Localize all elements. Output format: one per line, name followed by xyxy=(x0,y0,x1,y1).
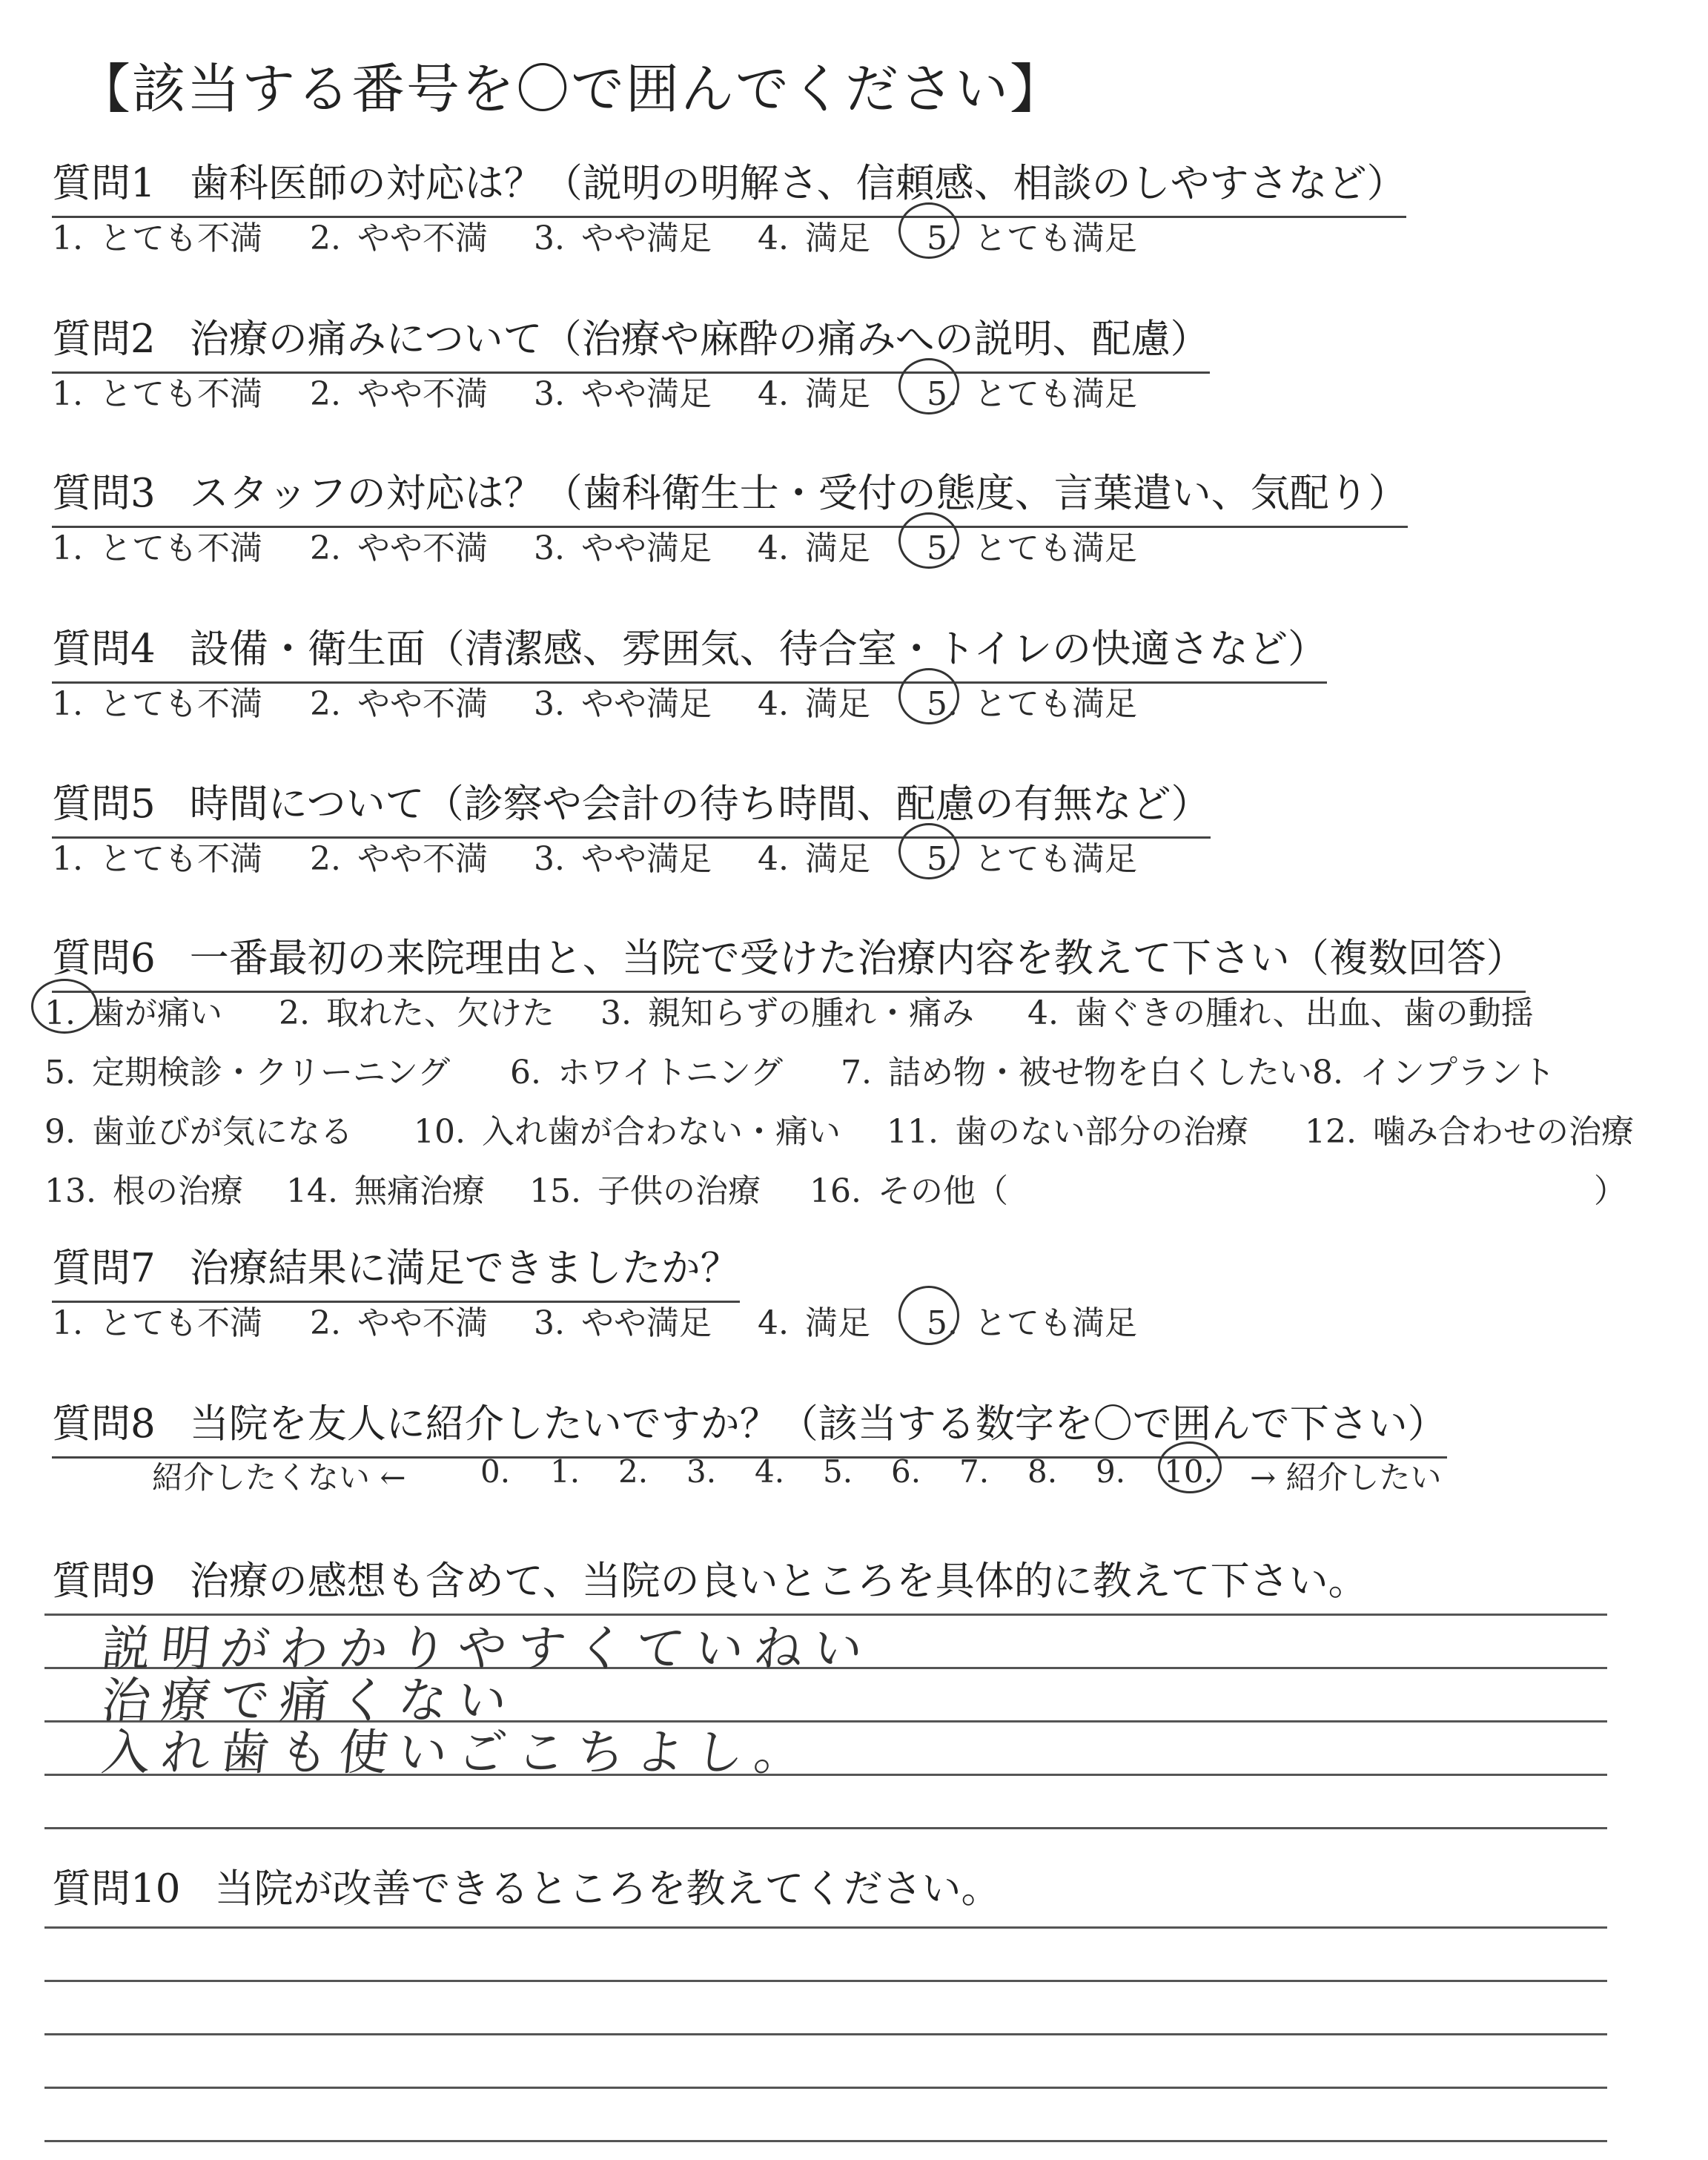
option-number: 1. xyxy=(52,685,83,723)
option-label: その他（ xyxy=(877,1172,1008,1210)
option-2[interactable] xyxy=(310,832,488,879)
q6-option-9[interactable] xyxy=(44,1105,353,1152)
option-label: やや満足 xyxy=(580,1304,712,1342)
answer-line xyxy=(44,2140,1607,2142)
option-label: やや不満 xyxy=(357,219,488,257)
option-3[interactable] xyxy=(534,832,712,879)
question-number: 質問5 xyxy=(52,782,156,827)
option-label: とても満足 xyxy=(973,685,1137,723)
option-1[interactable] xyxy=(52,1296,262,1344)
handwritten-answer-line-2: 治療で痛くない xyxy=(99,1672,520,1729)
option-number: 1. xyxy=(52,375,83,413)
option-3[interactable] xyxy=(534,677,712,724)
question-3-title xyxy=(52,462,1408,528)
option-label: やや満足 xyxy=(580,529,712,567)
option-number: 5. xyxy=(44,1054,76,1091)
other-close-paren: ） xyxy=(1594,1172,1626,1210)
handwritten-answer-line-1: 説明がわかりやすくていねい xyxy=(99,1620,876,1677)
option-label: 満足 xyxy=(804,840,870,878)
answer-line xyxy=(44,1980,1607,1982)
option-4[interactable] xyxy=(758,521,870,569)
scale-1[interactable]: 1. xyxy=(550,1453,580,1490)
option-number: 4. xyxy=(758,840,789,878)
option-label: やや満足 xyxy=(580,219,712,257)
option-number: 15. xyxy=(529,1172,581,1210)
option-label: とても満足 xyxy=(973,219,1137,257)
selection-circle xyxy=(31,979,98,1034)
option-number: 3. xyxy=(600,994,632,1032)
option-4[interactable] xyxy=(758,367,870,415)
question-8-title xyxy=(52,1393,1447,1459)
answer-line xyxy=(44,1827,1607,1829)
option-number: 5. xyxy=(927,529,958,567)
question-text: 設備・衛生面（清潔感、雰囲気、待合室・トイレの快適さなど） xyxy=(189,627,1328,672)
referral-right-label: → 紹介したい xyxy=(1250,1459,1442,1496)
scale-2[interactable]: 2. xyxy=(618,1453,649,1490)
option-number: 3. xyxy=(534,840,565,878)
scale-3[interactable]: 3. xyxy=(686,1453,717,1490)
scale-7[interactable]: 7. xyxy=(959,1453,990,1490)
option-label: とても不満 xyxy=(99,529,262,567)
option-label: とても満足 xyxy=(973,840,1137,878)
selection-circle xyxy=(1158,1441,1222,1493)
option-label: とても満足 xyxy=(973,375,1137,413)
option-number: 3. xyxy=(534,375,565,413)
option-number: 16. xyxy=(810,1172,861,1210)
q6-option-15[interactable] xyxy=(529,1164,761,1212)
q6-option-13[interactable] xyxy=(44,1164,243,1212)
page-title: 【該当する番号を〇で囲んでください】 xyxy=(77,58,1065,120)
answer-line xyxy=(44,2033,1607,2035)
question-number: 質問6 xyxy=(52,936,156,981)
option-1[interactable] xyxy=(52,521,262,569)
selection-circle xyxy=(898,823,959,879)
question-1-title xyxy=(52,152,1406,218)
option-2[interactable] xyxy=(310,521,488,569)
option-label: やや不満 xyxy=(357,375,488,413)
selection-circle xyxy=(898,1286,959,1345)
question-9-title xyxy=(52,1550,1368,1614)
option-number: 2. xyxy=(279,994,310,1032)
option-label: 満足 xyxy=(804,375,870,413)
question-number: 質問10 xyxy=(52,1866,181,1912)
scale-0[interactable]: 0. xyxy=(480,1453,511,1490)
option-label: 満足 xyxy=(804,529,870,567)
option-number: 11. xyxy=(887,1113,939,1151)
option-number: 3. xyxy=(534,685,565,723)
question-number: 質問8 xyxy=(52,1401,156,1447)
option-number: 4. xyxy=(758,1304,789,1342)
option-number: 9. xyxy=(44,1113,76,1151)
option-number: 10. xyxy=(414,1113,466,1151)
q6-option-6[interactable] xyxy=(510,1046,783,1093)
selection-circle xyxy=(898,512,959,569)
scale-8[interactable]: 8. xyxy=(1027,1453,1058,1490)
option-label: 親知らずの腫れ・痛み xyxy=(647,994,974,1032)
option-label: とても満足 xyxy=(973,1304,1137,1342)
option-4[interactable] xyxy=(758,211,870,259)
selection-circle xyxy=(898,668,959,724)
option-label: 無痛治療 xyxy=(354,1172,485,1210)
q6-option-7[interactable] xyxy=(841,1046,1312,1093)
option-4[interactable] xyxy=(758,1296,870,1344)
option-label: とても不満 xyxy=(99,840,262,878)
question-text: 当院が改善できるところを教えてください。 xyxy=(214,1866,1001,1912)
answer-line xyxy=(44,2087,1607,2089)
option-label: とても不満 xyxy=(99,375,262,413)
option-number: 1. xyxy=(52,1304,83,1342)
option-number: 1. xyxy=(52,840,83,878)
option-number: 6. xyxy=(510,1054,541,1091)
scale-6[interactable]: 6. xyxy=(891,1453,921,1490)
question-text: 歯科医師の対応は？（説明の明解さ、信頼感、相談のしやすさなど） xyxy=(189,161,1406,206)
option-label: 満足 xyxy=(804,1304,870,1342)
option-number: 5. xyxy=(927,375,958,413)
option-3[interactable] xyxy=(534,521,712,569)
question-number: 質問7 xyxy=(52,1246,156,1291)
q6-option-14[interactable] xyxy=(286,1164,485,1212)
option-number: 2. xyxy=(310,685,341,723)
option-number: 4. xyxy=(758,685,789,723)
option-label: 歯のない部分の治療 xyxy=(954,1113,1248,1151)
option-4[interactable] xyxy=(758,832,870,879)
question-text: スタッフの対応は？（歯科衛生士・受付の態度、言葉遣い、気配り） xyxy=(189,471,1408,516)
option-label: 根の治療 xyxy=(112,1172,243,1210)
option-number: 13. xyxy=(44,1172,96,1210)
option-number: 4. xyxy=(758,375,789,413)
question-number: 質問2 xyxy=(52,317,156,362)
scale-10[interactable]: 10. xyxy=(1164,1453,1214,1490)
selection-circle xyxy=(898,358,959,415)
handwritten-answer-line-3: 入れ歯も使いごこちよし。 xyxy=(99,1724,817,1781)
option-label: 満足 xyxy=(804,219,870,257)
option-number: 5. xyxy=(927,1304,958,1342)
option-number: 5. xyxy=(927,840,958,878)
option-2[interactable] xyxy=(310,211,488,259)
option-label: やや不満 xyxy=(357,529,488,567)
question-number: 質問9 xyxy=(52,1559,156,1604)
option-label: とても満足 xyxy=(973,529,1137,567)
option-number: 4. xyxy=(758,219,789,257)
option-number: 1. xyxy=(44,994,76,1032)
answer-line xyxy=(44,1926,1607,1929)
selection-circle xyxy=(898,202,959,259)
option-number: 4. xyxy=(758,529,789,567)
q6-option-2[interactable] xyxy=(279,986,555,1034)
q6-option-12[interactable] xyxy=(1305,1105,1634,1152)
option-number: 2. xyxy=(310,375,341,413)
option-number: 4. xyxy=(1027,994,1059,1032)
q6-option-4[interactable] xyxy=(1027,986,1534,1034)
option-label: やや不満 xyxy=(357,685,488,723)
option-2[interactable] xyxy=(310,1296,488,1344)
option-number: 5. xyxy=(927,219,958,257)
question-text: 治療の感想も含めて、当院の良いところを具体的に教えて下さい。 xyxy=(189,1559,1368,1604)
option-label: 歯ぐきの腫れ、出血、歯の動揺 xyxy=(1074,994,1534,1032)
option-label: やや満足 xyxy=(580,840,712,878)
question-text: 治療の痛みについて（治療や麻酔の痛みへの説明、配慮） xyxy=(189,317,1210,362)
option-label: やや満足 xyxy=(580,375,712,413)
option-label: インプラント xyxy=(1359,1054,1555,1091)
option-number: 2. xyxy=(310,1304,341,1342)
question-number: 質問1 xyxy=(52,161,156,206)
question-text: 一番最初の来院理由と、当院で受けた治療内容を教えて下さい（複数回答） xyxy=(189,936,1526,981)
question-10-title xyxy=(52,1857,1000,1921)
option-number: 8. xyxy=(1312,1054,1343,1091)
option-label: 満足 xyxy=(804,685,870,723)
option-number: 1. xyxy=(52,219,83,257)
option-label: 歯が痛い xyxy=(91,994,222,1032)
option-number: 2. xyxy=(310,219,341,257)
q6-option-5[interactable] xyxy=(44,1046,450,1093)
option-label: やや不満 xyxy=(357,840,488,878)
option-label: 噛み合わせの治療 xyxy=(1372,1113,1634,1151)
option-2[interactable] xyxy=(310,367,488,415)
option-label: 詰め物・被せ物を白くしたい xyxy=(887,1054,1312,1091)
option-label: やや満足 xyxy=(580,685,712,723)
option-label: 歯並びが気になる xyxy=(91,1113,353,1151)
option-number: 14. xyxy=(286,1172,338,1210)
question-text: 治療結果に満足できましたか？ xyxy=(189,1246,740,1291)
option-number: 3. xyxy=(534,529,565,567)
q6-option-11[interactable] xyxy=(887,1105,1248,1152)
option-label: とても不満 xyxy=(99,219,262,257)
option-number: 3. xyxy=(534,1304,565,1342)
option-1[interactable] xyxy=(52,677,262,724)
option-number: 2. xyxy=(310,840,341,878)
question-6-title xyxy=(52,927,1526,993)
q6-option-16[interactable] xyxy=(810,1164,1008,1212)
question-7-title xyxy=(52,1237,740,1303)
option-number: 12. xyxy=(1305,1113,1357,1151)
option-2[interactable] xyxy=(310,677,488,724)
referral-left-label: 紹介したくない ← xyxy=(152,1459,406,1496)
question-number: 質問3 xyxy=(52,471,156,516)
option-number: 5. xyxy=(927,685,958,723)
option-label: ホワイトニング xyxy=(557,1054,784,1091)
q6-option-10[interactable] xyxy=(414,1105,841,1152)
option-1[interactable] xyxy=(52,367,262,415)
option-3[interactable] xyxy=(534,367,712,415)
option-number: 3. xyxy=(534,219,565,257)
option-3[interactable] xyxy=(534,211,712,259)
option-label: 入れ歯が合わない・痛い xyxy=(481,1113,841,1151)
option-number: 7. xyxy=(841,1054,872,1091)
option-label: 定期検診・クリーニング xyxy=(91,1054,451,1091)
q6-option-8[interactable] xyxy=(1312,1046,1555,1093)
question-text: 当院を友人に紹介したいですか？（該当する数字を〇で囲んで下さい） xyxy=(189,1401,1447,1447)
option-1[interactable] xyxy=(52,832,262,879)
question-2-title xyxy=(52,308,1210,374)
question-text: 時間について（診察や会計の待ち時間、配慮の有無など） xyxy=(189,782,1211,827)
q6-option-3[interactable] xyxy=(600,986,974,1034)
option-label: 取れた、欠けた xyxy=(325,994,555,1032)
scale-9[interactable]: 9. xyxy=(1096,1453,1126,1490)
option-4[interactable] xyxy=(758,677,870,724)
scale-4[interactable]: 4. xyxy=(755,1453,785,1490)
option-label: とても不満 xyxy=(99,685,262,723)
option-number: 1. xyxy=(52,529,83,567)
option-label: 子供の治療 xyxy=(597,1172,761,1210)
option-label: とても不満 xyxy=(99,1304,262,1342)
option-3[interactable] xyxy=(534,1296,712,1344)
option-label: やや不満 xyxy=(357,1304,488,1342)
question-number: 質問4 xyxy=(52,627,156,672)
question-5-title xyxy=(52,773,1211,839)
scale-5[interactable]: 5. xyxy=(823,1453,853,1490)
option-1[interactable] xyxy=(52,211,262,259)
question-4-title xyxy=(52,618,1327,684)
option-number: 2. xyxy=(310,529,341,567)
